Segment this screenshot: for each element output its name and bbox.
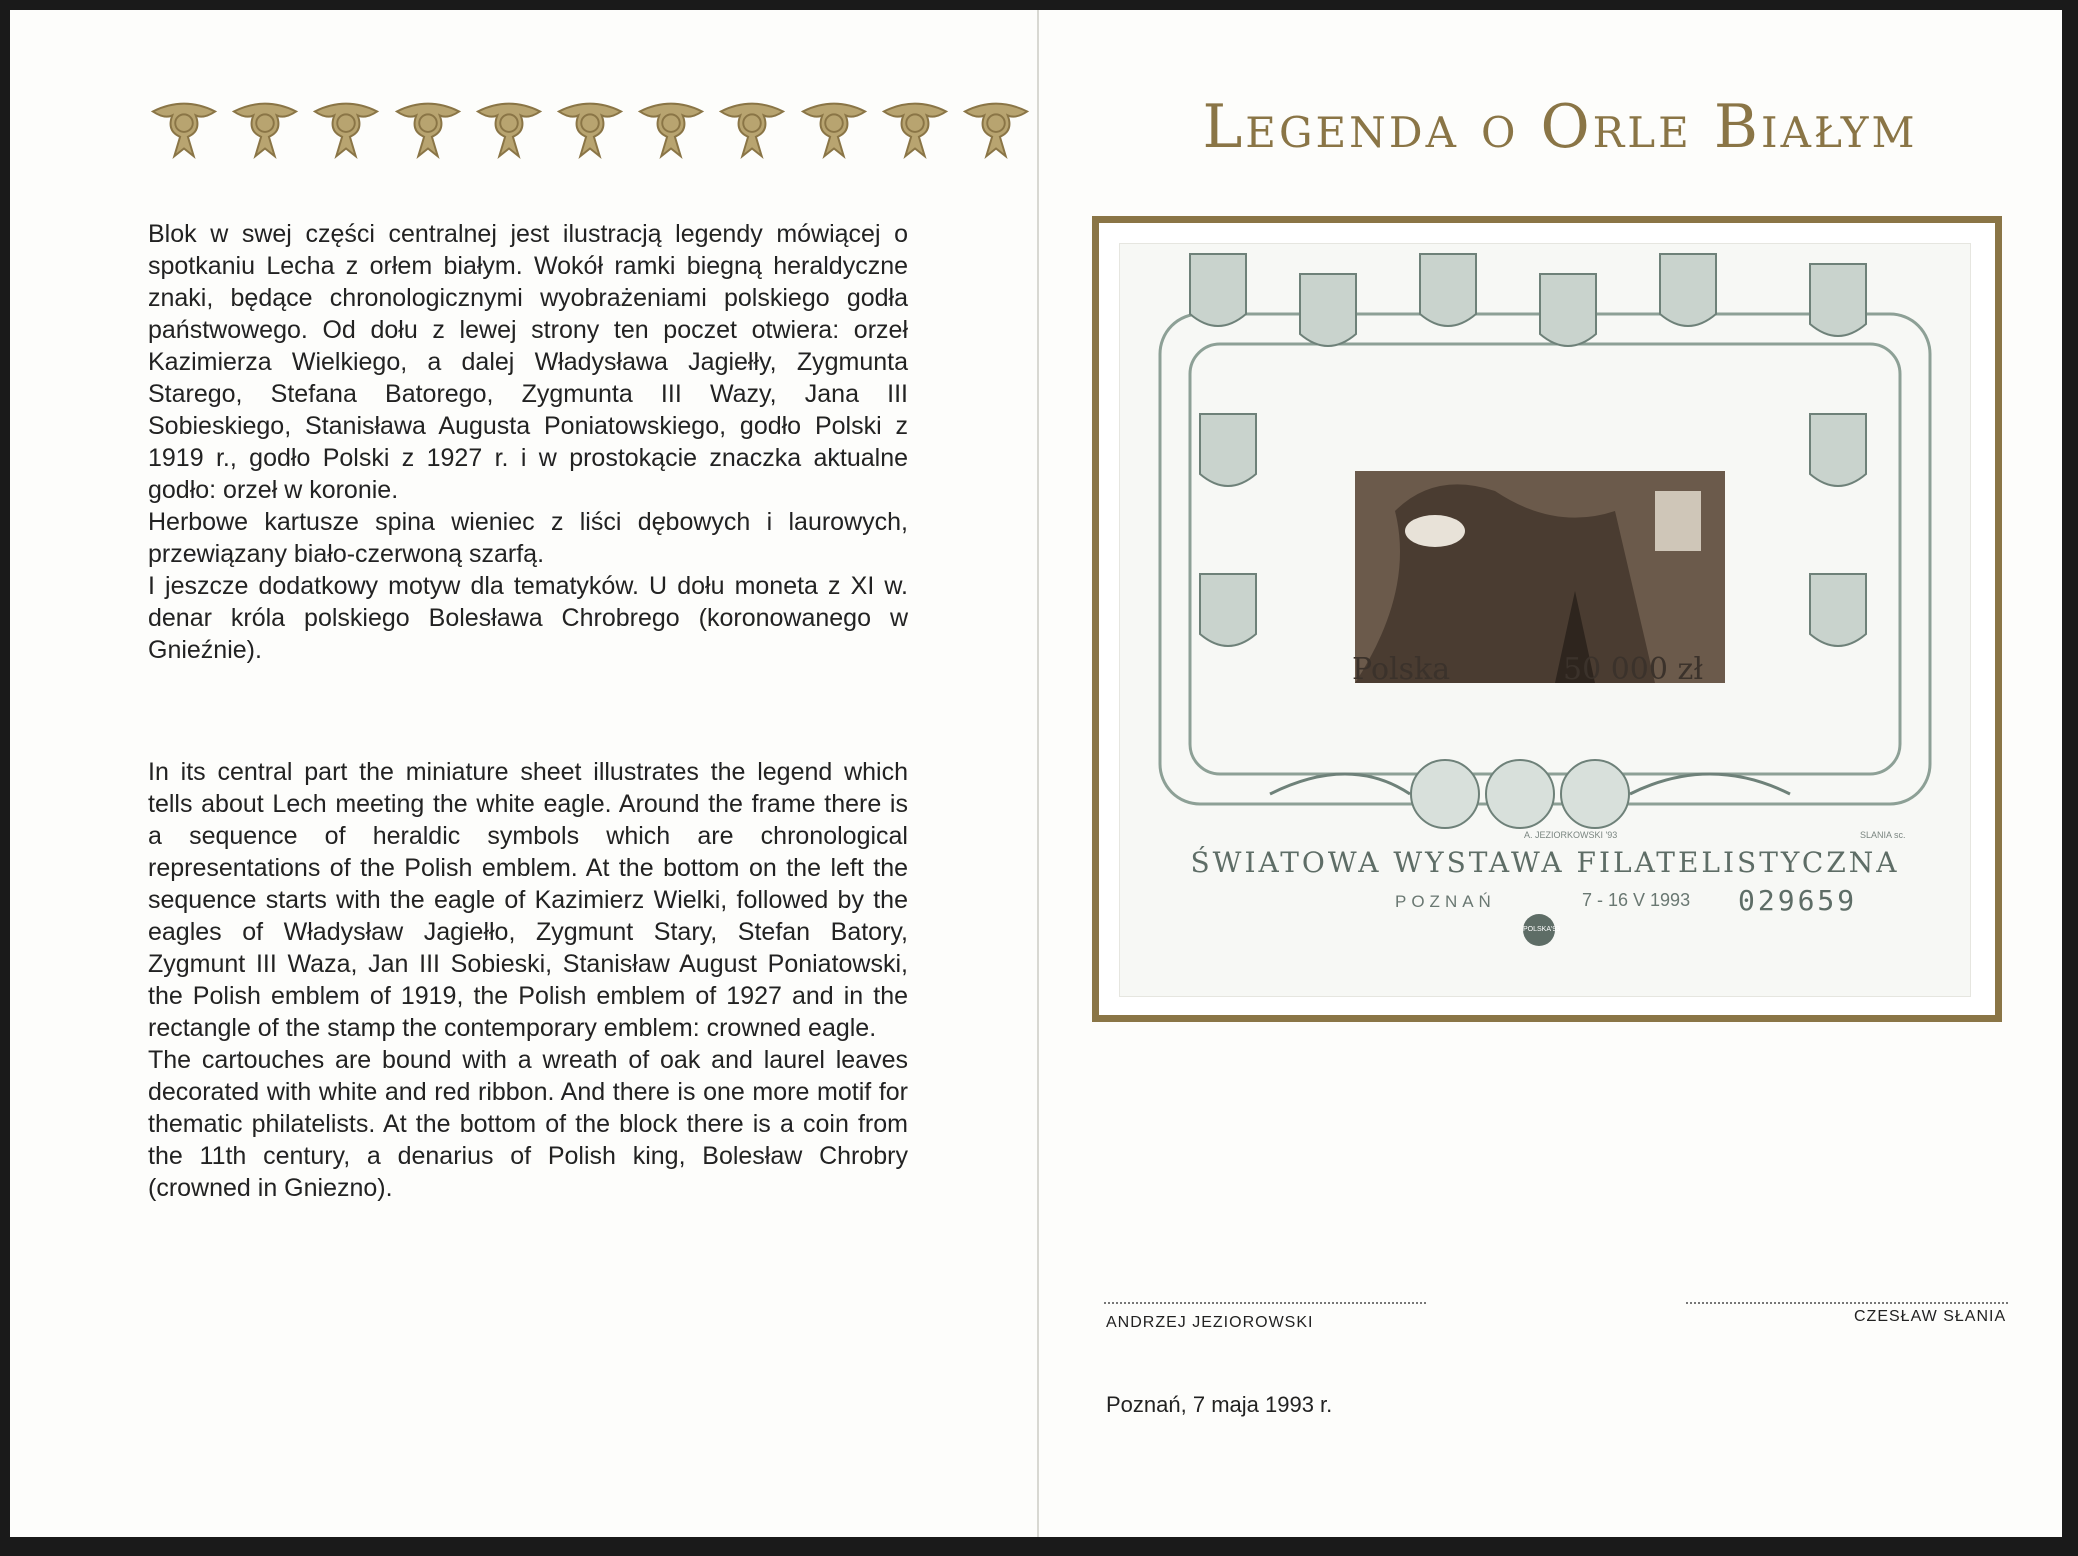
english-description	[148, 756, 908, 1204]
post-horn-icon	[307, 90, 385, 168]
post-horn-border	[145, 90, 1035, 180]
signer-left: ANDRZEJ JEZIOROWSKI	[1106, 1314, 1314, 1331]
paragraph: The cartouches are bound with a wreath of oak and laurel leaves decorated with white and red ribbon. And there is one more motif for thematic philatelists. At the bottom of the block there is a coin from the 11th century, a denarius of Polish king, Bolesław Chrobry (crowned in Gniezno).	[148, 1046, 908, 1202]
signature-line-left	[1104, 1302, 1426, 1304]
post-horn-icon	[713, 90, 791, 168]
place-date: Poznań, 7 maja 1993 r.	[1106, 1392, 1333, 1417]
engraver-mark: SLANIA sc.	[1860, 830, 1906, 840]
post-horn-icon	[632, 90, 710, 168]
designer-mark: A. JEZIORKOWSKI '93	[1524, 830, 1618, 840]
polish-description	[148, 218, 908, 666]
stamp-country: Polska	[1352, 652, 1451, 687]
post-horn-icon	[389, 90, 467, 168]
paragraph: Herbowe kartusze spina wieniec z liści dębowych i laurowych, przewiązany biało-czerwoną szarfą.	[148, 508, 908, 568]
signature-line-right	[1686, 1302, 2008, 1304]
post-horn-icon	[551, 90, 629, 168]
signer-right: CZESŁAW SŁANIA	[1854, 1308, 2007, 1325]
exhibition-dates: 7 - 16 V 1993	[1582, 890, 1691, 910]
post-horn-icon	[145, 90, 223, 168]
post-horn-icon	[795, 90, 873, 168]
paragraph: Blok w swej części centralnej jest ilustracją legendy mówiącej o spotkaniu Lecha z orłem białym. Wokół ramki biegną heraldyczne znaki, będące chronologicznymi wyobrażeniami polskiego godła państwowego. Od dołu z lewej strony ten poczet otwiera: orzeł Kazimierza Wielkiego, a dalej Władysława Jagiełły, Zygmunta Starego, Stefana Batorego, Zygmunta III Wazy, Jana III Sobieskiego, Stanisława Augusta Poniatowskiego, godło Polski z 1919 r., godło Polski z 1927 r. i w prostokącie znaczka aktualne godło: orzeł w koronie.	[148, 220, 908, 504]
exhibition-name: ŚWIATOWA WYSTAWA FILATELISTYCZNA	[1190, 846, 1900, 879]
fold-line	[1037, 10, 1039, 1537]
serial-number: 029659	[1738, 884, 1858, 917]
city: POZNAŃ	[1395, 892, 1496, 911]
exhibition-logo: POLSKA'93	[1523, 914, 1555, 946]
page-title: Legenda o Orle Białym	[1202, 92, 1918, 162]
paragraph: I jeszcze dodatkowy motyw dla tematyków. U dołu moneta z XI w. denar króla polskiego Bolesława Chrobrego (koronowanego w Gnieźnie).	[148, 572, 908, 664]
post-horn-icon	[957, 90, 1035, 168]
miniature-sheet	[1120, 244, 1970, 996]
post-horn-icon	[876, 90, 954, 168]
post-horn-icon	[470, 90, 548, 168]
stamp-value: 50 000 zł	[1563, 652, 1704, 687]
paragraph: In its central part the miniature sheet illustrates the legend which tells about Lech meeting the white eagle. Around the frame there is a sequence of heraldic symbols which are chronological representations of the Polish emblem. At the bottom on the left the sequence starts with the eagle of Kazimierz Wielki, followed by the eagles of Władysław Jagiełło, Zygmunt Stary, Stefan Batory, Zygmunt III Waza, Jan III Sobieski, Stanisław August Poniatowski, the Polish emblem of 1919, the Polish emblem of 1927 and in the rectangle of the stamp the contemporary emblem: crowned eagle.	[148, 758, 908, 1042]
post-horn-icon	[226, 90, 304, 168]
